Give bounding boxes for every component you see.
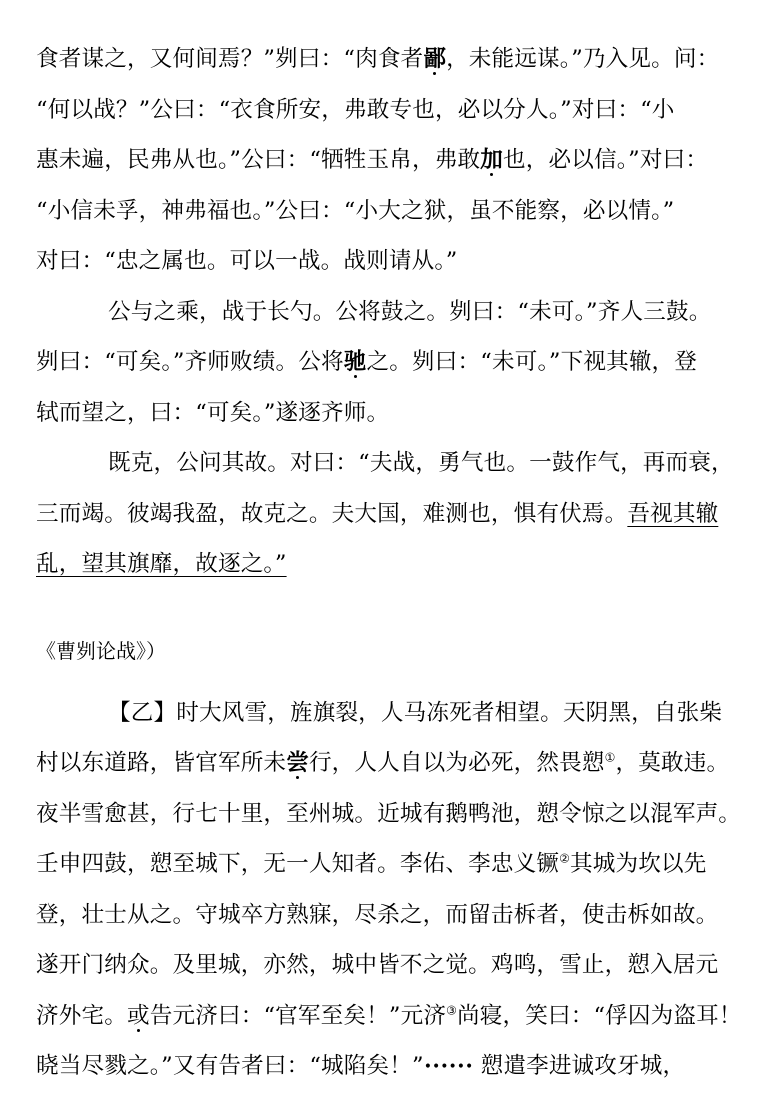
text-line: 村以东道路，皆官军所未尝行，人人自以为必死，然畏愬①，莫敢违。 [36, 750, 730, 776]
text-line: 公与之乘，战于长勺。公将鼓之。刿曰：“未可。”齐人三鼓。 [108, 298, 712, 325]
passage-label: 【乙】 [108, 699, 177, 726]
text-line: 夜半雪愈甚，行七十里，至州城。近城有鹅鸭池，愬令惊之以混军声。 [36, 800, 742, 827]
emphasized-char: 尝 [286, 750, 309, 776]
text-line: 壬申四鼓，愬至城下，无一人知者。李佑、李忠义镢②其城为坎以先 [36, 851, 707, 877]
text-line: 登，壮士从之。守城卒方熟寐，尽杀之，而留击柝者，使击柝如故。 [36, 901, 719, 928]
text-line: “小信未孚，神弗福也。”公曰：“小大之狱，虽不能察，必以情。” [36, 197, 675, 224]
text-line [36, 539, 752, 590]
emphasized-char: 驰 [343, 349, 367, 375]
ellipsis-dots: •••••• [423, 1058, 474, 1075]
text-line: 对曰：“忠之属也。可以一战。战则请从。” [36, 248, 458, 274]
emphasized-char: 或 [126, 1002, 150, 1029]
footnote-marker: ② [559, 851, 571, 866]
source-title: 《曹刿论战》） [36, 638, 166, 663]
text-line: 济外宅。或告元济曰：“官军至矣！”元济③尚寝，笑曰：“俘囚为盗耳！ [36, 1002, 742, 1029]
underlined-sentence: 乱，望其旗靡，故逐之。” [36, 551, 287, 577]
text-line: 食者谋之，又何间焉？”刿曰：“肉食者鄙，未能远谋。”乃入见。问： [36, 46, 720, 72]
document-page [36, 34, 752, 1092]
emphasized-char: 鄙 [423, 46, 447, 72]
text-line: “何以战？”公曰：“衣食所安，弗敢专也，必以分人。”对曰：“小 [36, 96, 675, 123]
footnote-marker: ③ [446, 1002, 457, 1017]
spacer [36, 590, 752, 632]
text-line: 晓当尽戮之。”又有告者曰：“城陷矣！”•••••• 愬遣李进诚攻牙城， [36, 1053, 686, 1079]
underlined-sentence: 吾视其辙 [627, 500, 719, 527]
text-line: 刿曰：“可矣。”齐师败绩。公将驰之。刿曰：“未可。”下视其辙，登 [36, 349, 698, 375]
text-line: 遂开门纳众。及里城，亦然，城中皆不之觉。鸡鸣，雪止，愬入居元 [36, 952, 719, 978]
text-line: 既克，公问其故。对曰：“夫战，勇气也。一鼓作气，再而衰， [108, 450, 734, 476]
emphasized-char: 加 [480, 147, 503, 173]
text-line: 轼而望之，曰：“可矣。”遂逐齐师。 [36, 399, 390, 426]
footnote-marker: ① [604, 750, 616, 765]
text-line: 惠未遍，民弗从也。”公曰：“牺牲玉帛，弗敢加也，必以信。”对曰： [36, 147, 709, 173]
text-line: 三而竭。彼竭我盈，故克之。夫大国，难测也，惧有伏焉。吾视其辙 [36, 500, 719, 527]
text-line: 【乙】时大风雪，旌旗裂，人马冻死者相望。天阴黑，自张柴 [108, 699, 723, 726]
